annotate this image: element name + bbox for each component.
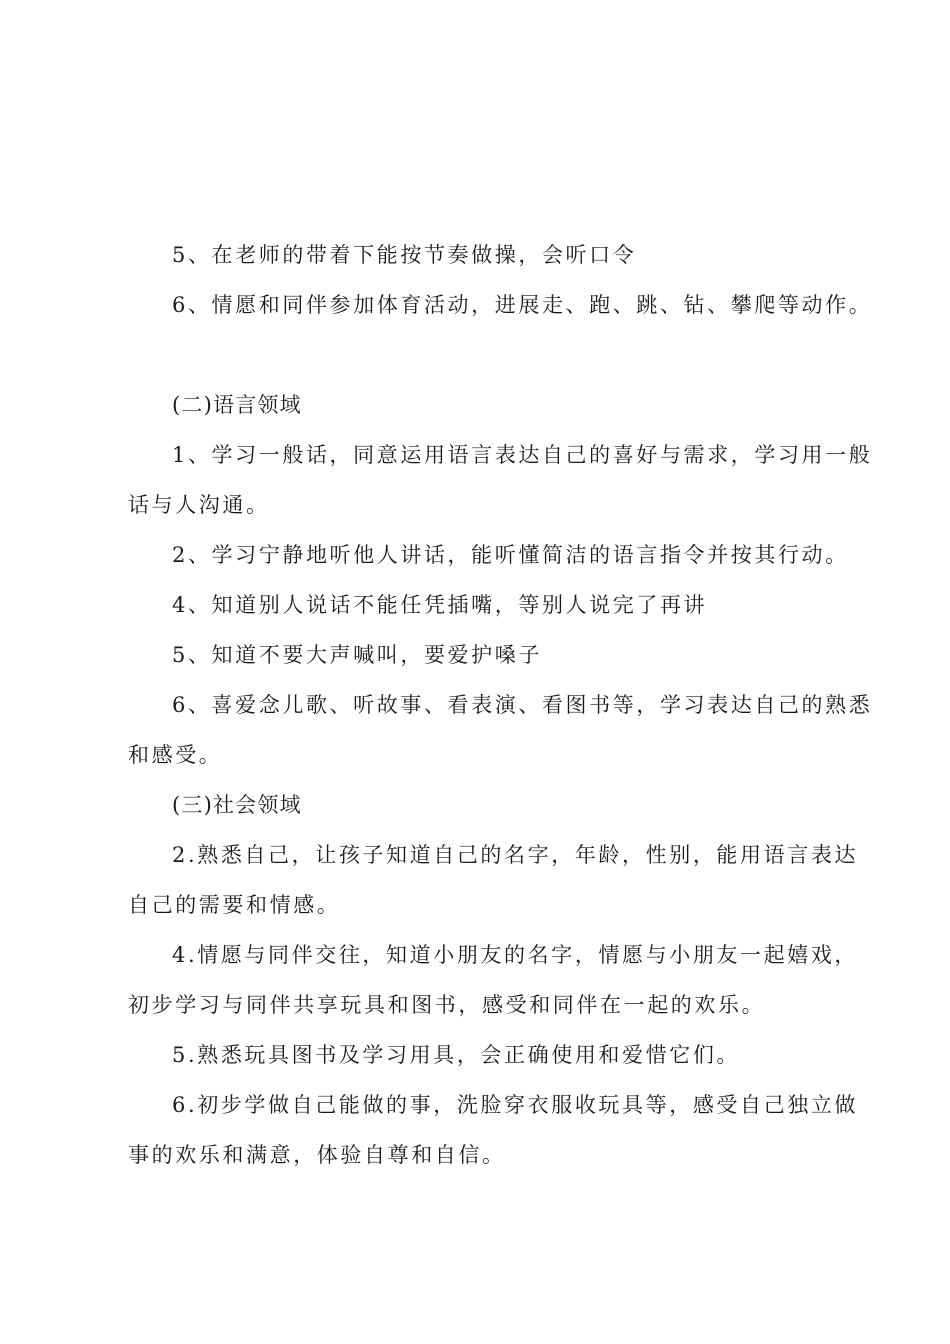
section-heading: (三)社会领域 (172, 793, 302, 817)
text-line: 事的欢乐和满意，体验自尊和自信。 (128, 1143, 506, 1167)
text-line: 和感受。 (128, 743, 223, 767)
text-line: 初步学习与同伴共享玩具和图书，感受和同伴在一起的欢乐。 (128, 993, 766, 1017)
text-line: 5、在老师的带着下能按节奏做操，会听口令 (172, 243, 637, 267)
section-heading: (二)语言领域 (172, 393, 302, 417)
text-line: 2.熟悉自己，让孩子知道自己的名字，年龄，性别，能用语言表达 (172, 843, 859, 867)
text-line: 6、情愿和同伴参加体育活动，进展走、跑、跳、钻、攀爬等动作。 (172, 293, 873, 317)
text-line: 5.熟悉玩具图书及学习用具，会正确使用和爱惜它们。 (172, 1043, 741, 1067)
text-line: 1、学习一般话，同意运用语言表达自己的喜好与需求，学习用一般 (172, 443, 873, 467)
text-line: 6、喜爱念儿歌、听故事、看表演、看图书等，学习表达自己的熟悉 (172, 693, 873, 717)
text-line: 4、知道别人说话不能任凭插嘴，等别人说完了再讲 (172, 593, 708, 617)
text-line: 5、知道不要大声喊叫，要爱护嗓子 (172, 643, 542, 667)
text-line: 话与人沟通。 (128, 493, 270, 517)
text-line: 自己的需要和情感。 (128, 893, 341, 917)
text-line: 2、学习宁静地听他人讲话，能听懂简洁的语言指令并按其行动。 (172, 543, 849, 567)
text-line: 4.情愿与同伴交往，知道小朋友的名字，情愿与小朋友一起嬉戏， (172, 943, 859, 967)
text-line: 6.初步学做自己能做的事，洗脸穿衣服收玩具等，感受自己独立做 (172, 1093, 859, 1117)
